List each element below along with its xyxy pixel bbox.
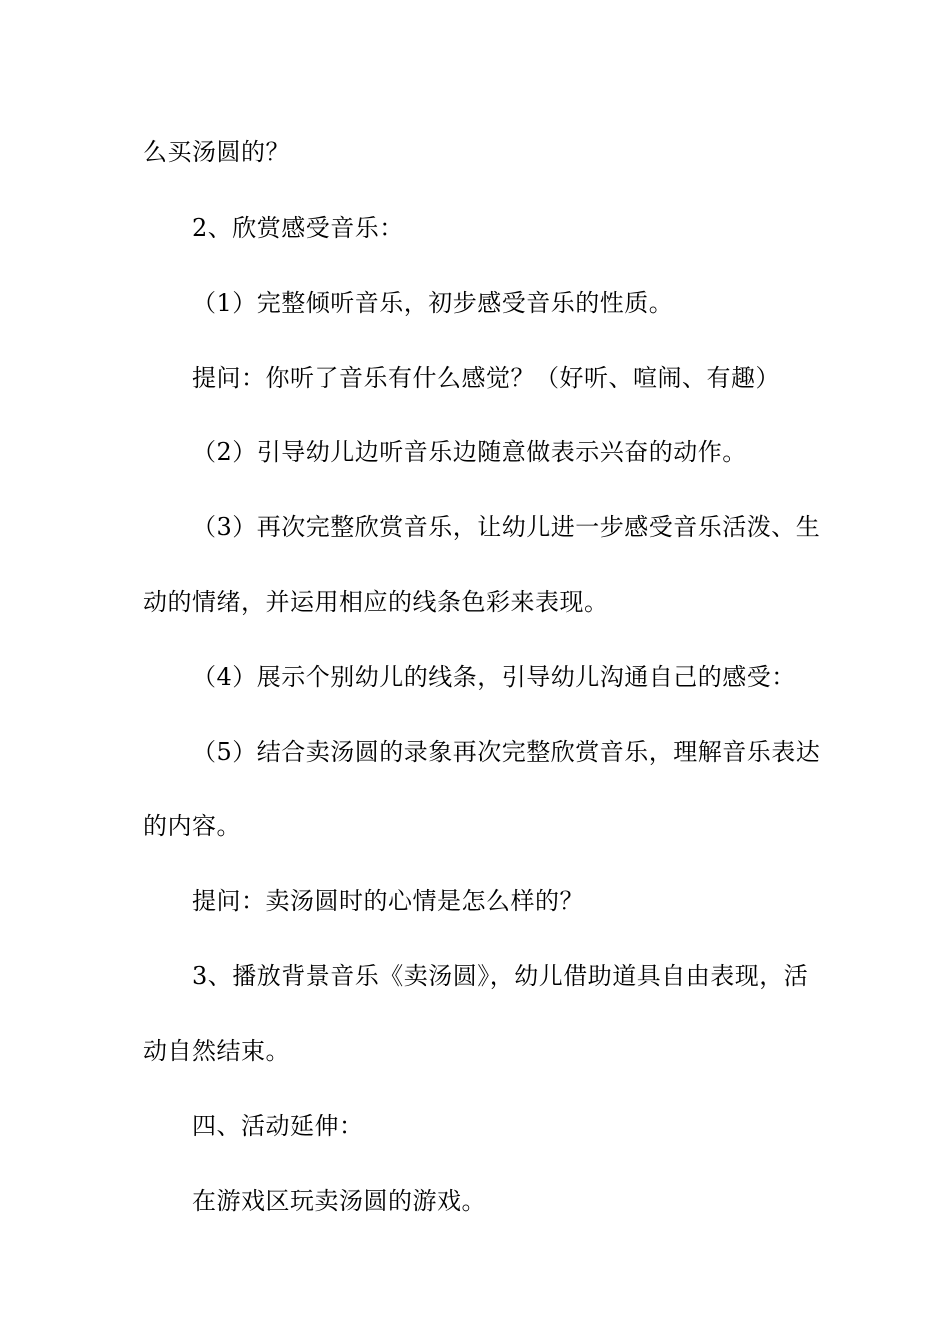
section-heading: 四、活动延伸：	[192, 1112, 364, 1140]
section-heading: 2、欣赏感受音乐：	[192, 214, 404, 242]
paragraph-line: 动自然结束。	[143, 1037, 290, 1065]
paragraph-line: （2）引导幼儿边听音乐边随意做表示兴奋的动作。	[192, 438, 747, 466]
paragraph-line: （5）结合卖汤圆的录象再次完整欣赏音乐，理解音乐表达	[192, 738, 821, 766]
paragraph-line: （4）展示个别幼儿的线条，引导幼儿沟通自己的感受：	[192, 663, 796, 691]
paragraph-line: 么买汤圆的？	[143, 138, 290, 166]
paragraph-line: 动的情绪，并运用相应的线条色彩来表现。	[143, 588, 609, 616]
paragraph-line: 的内容。	[143, 812, 241, 840]
paragraph-line: （3）再次完整欣赏音乐，让幼儿进一步感受音乐活泼、生	[192, 513, 821, 541]
paragraph-line: 提问：卖汤圆时的心情是怎么样的？	[192, 887, 584, 915]
paragraph-line: 提问：你听了音乐有什么感觉？（好听、喧闹、有趣）	[192, 364, 780, 392]
paragraph-line: 在游戏区玩卖汤圆的游戏。	[192, 1187, 486, 1215]
paragraph-line: 3、播放背景音乐《卖汤圆》，幼儿借助道具自由表现，活	[192, 962, 809, 990]
paragraph-line: （1）完整倾听音乐，初步感受音乐的性质。	[192, 289, 674, 317]
